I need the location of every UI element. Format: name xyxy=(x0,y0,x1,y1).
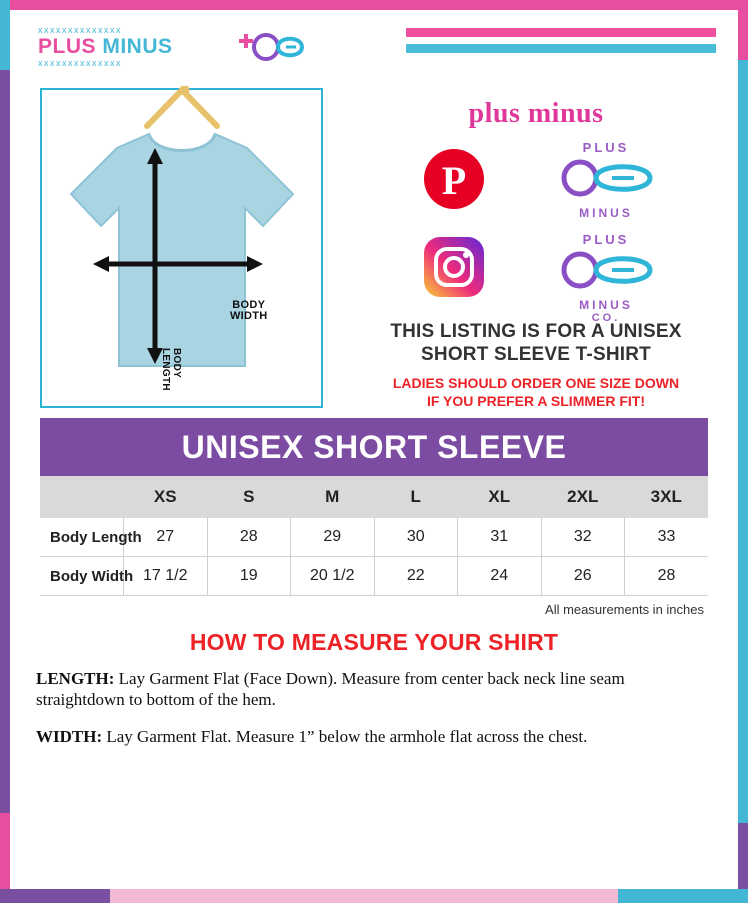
size-col-xs: XS xyxy=(124,476,208,518)
logo-wordmark xyxy=(38,26,238,68)
social-badges xyxy=(371,136,701,324)
body-length-label: BODY LENGTH xyxy=(160,348,182,391)
body-length-s: 28 xyxy=(207,518,291,557)
body-width-m: 20 1/2 xyxy=(291,557,375,596)
infinity-icon-2 xyxy=(546,247,666,293)
body-length-xs: 27 xyxy=(124,518,208,557)
tshirt-diagram xyxy=(40,88,323,408)
border-corner-top-left xyxy=(0,0,10,70)
instagram-icon[interactable] xyxy=(423,236,485,303)
logo-plus-text: PLUS xyxy=(38,35,97,58)
length-instruction-label: LENGTH: xyxy=(36,669,115,688)
listing-description xyxy=(340,320,732,366)
logo-dots-bottom: xxxxxxxxxxxxxx xyxy=(38,58,122,68)
how-to-measure-heading: HOW TO MEASURE YOUR SHIRT xyxy=(189,629,559,655)
size-table-header-row xyxy=(40,476,708,518)
logo-minus-text: MINUS xyxy=(102,35,173,58)
logo-dots-top: xxxxxxxxxxxxxx xyxy=(38,25,122,35)
infinity-badge-plus-minus xyxy=(521,140,691,220)
size-col-3xl: 3XL xyxy=(625,476,709,518)
header-bar-pink xyxy=(406,28,716,37)
border-left xyxy=(0,0,10,903)
brand-script-name: plus minus xyxy=(468,98,604,129)
body-length-2xl: 32 xyxy=(541,518,625,557)
row-label-body-width: Body Width xyxy=(50,567,134,585)
width-instruction xyxy=(36,726,712,747)
table-row xyxy=(40,557,708,596)
row-label-body-length: Body Length xyxy=(50,528,142,546)
border-right xyxy=(738,0,748,903)
border-bottom-right-accent xyxy=(618,889,748,903)
body-width-3xl: 28 xyxy=(625,557,709,596)
body-width-label: BODY WIDTH xyxy=(230,299,268,322)
body-width-l: 22 xyxy=(374,557,458,596)
ladies-note-line-2: IF YOU PREFER A SLIMMER FIT! xyxy=(426,393,646,409)
infinity-icon-1 xyxy=(546,155,666,201)
border-top xyxy=(0,0,748,10)
pinterest-icon[interactable] xyxy=(423,148,485,215)
infinity-badge-plus-minus-co xyxy=(521,232,691,324)
size-col-m: M xyxy=(291,476,375,518)
badge2-minus-text: MINUS xyxy=(579,298,633,312)
badge2-co-text: CO. xyxy=(591,312,621,324)
content-area xyxy=(10,10,738,889)
header xyxy=(10,10,738,82)
svg-text:P: P xyxy=(441,158,467,203)
size-col-l: L xyxy=(374,476,458,518)
size-table-head xyxy=(40,476,708,518)
size-table-corner-cell xyxy=(40,476,124,518)
body-width-s: 19 xyxy=(207,557,291,596)
width-instruction-label: WIDTH: xyxy=(36,727,103,746)
size-table-body xyxy=(40,518,708,596)
size-table xyxy=(40,476,708,596)
badge1-plus-text: PLUS xyxy=(582,140,630,155)
badge1-minus-text: MINUS xyxy=(579,206,633,220)
listing-line-1: THIS LISTING IS FOR A UNISEX xyxy=(390,321,682,342)
listing-line-2: SHORT SLEEVE T-SHIRT xyxy=(421,344,651,365)
infinity-logo-icon xyxy=(232,24,312,70)
body-width-2xl: 26 xyxy=(541,557,625,596)
body-length-xl: 31 xyxy=(458,518,542,557)
tshirt-illustration xyxy=(57,116,307,386)
ladies-fit-note xyxy=(340,374,732,410)
size-col-s: S xyxy=(207,476,291,518)
header-color-bars xyxy=(406,28,716,60)
length-instruction xyxy=(36,668,712,710)
top-section xyxy=(10,82,738,412)
body-length-l: 30 xyxy=(374,518,458,557)
header-bar-blue xyxy=(406,44,716,53)
body-width-xs: 17 1/2 xyxy=(124,557,208,596)
badge2-plus-text: PLUS xyxy=(582,232,630,247)
width-instruction-text: Lay Garment Flat. Measure 1” below the armhole flat across the chest. xyxy=(102,727,588,746)
brand-and-listing-info xyxy=(340,86,732,410)
ladies-note-line-1: LADIES SHOULD ORDER ONE SIZE DOWN xyxy=(392,375,680,391)
length-instruction-text: Lay Garment Flat (Face Down). Measure from center back neck line seam straightdown to bottom of the hem. xyxy=(36,669,625,709)
body-length-3xl: 33 xyxy=(625,518,709,557)
body-length-m: 29 xyxy=(291,518,375,557)
border-corner-top-right xyxy=(738,0,748,60)
logo-text xyxy=(38,35,238,59)
section-title-text: UNISEX SHORT SLEEVE xyxy=(181,428,567,465)
size-col-2xl: 2XL xyxy=(541,476,625,518)
border-bottom-left-accent xyxy=(0,889,110,903)
table-row xyxy=(40,518,708,557)
section-title-bar xyxy=(40,418,708,476)
measurement-units-note: All measurements in inches xyxy=(545,602,704,617)
size-col-xl: XL xyxy=(458,476,542,518)
body-width-xl: 24 xyxy=(458,557,542,596)
